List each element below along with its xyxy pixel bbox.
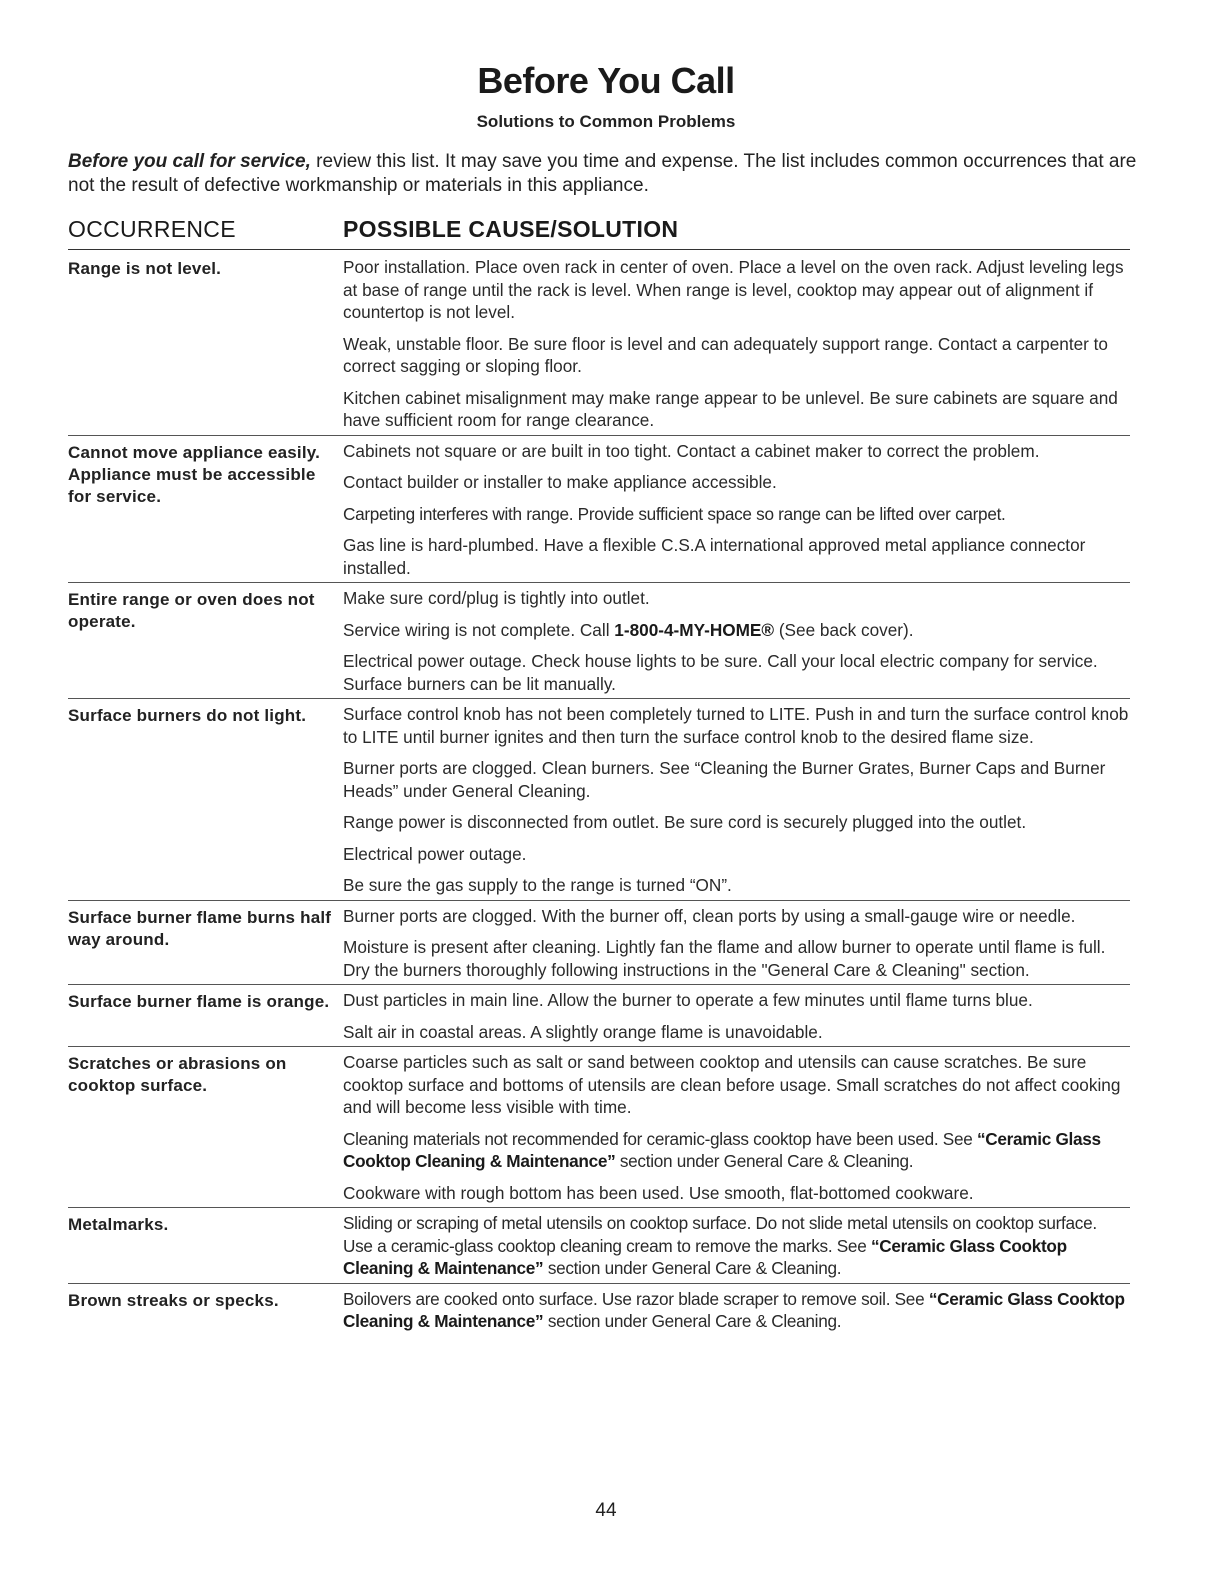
solution-text: Burner ports are clogged. With the burner off, clean ports by using a small-gauge wire or needle. (343, 905, 1076, 926)
intro-text: review this list. It may save you time and expense. The list includes common occurrences that are not the result of defective workmanship or materials in this appliance. (68, 151, 1137, 196)
solution-cell (343, 587, 1130, 697)
solution-cell (343, 905, 1130, 984)
solution-text: Poor installation. Place oven rack in center of oven. Place a level on the oven rack. Adjust leveling legs at base of range until the rack is level. When range is level, cooktop may appear out of alignment if countertop is not level. (343, 257, 1124, 322)
solution-text (343, 1288, 1130, 1333)
intro-lead: Before you call for service, (68, 151, 311, 172)
solution-cell (343, 1051, 1130, 1206)
occurrence-cell: Surface burner flame is orange. (68, 992, 330, 1011)
cause-column-header: POSSIBLE CAUSE/SOLUTION (343, 216, 679, 242)
solution-text-bold: 1-800-4-MY-HOME® (614, 619, 775, 640)
table-row (68, 583, 1130, 699)
solution-text: Weak, unstable floor. Be sure floor is level and can adequately support range. Contact a carpenter to correct sagging or sloping floor. (343, 333, 1108, 376)
solution-text-pre: Sliding or scraping of metal utensils on cooktop surface. Do not slide metal utensils on cooktop surface. Use a ceramic-glass cooktop cleaning cream to remove the marks. See (343, 1213, 1097, 1256)
solution-text-bold: “Ceramic Glass Cooktop Cleaning & Maintenance” (343, 1235, 1067, 1278)
solution-cell (343, 256, 1130, 434)
troubleshooting-table (68, 252, 1130, 1336)
page-subtitle: Solutions to Common Problems (476, 112, 736, 131)
solution-text: Electrical power outage. (343, 843, 527, 864)
solution-text-post: (See back cover). (774, 619, 914, 640)
solution-cell (343, 703, 1130, 899)
table-row (68, 1047, 1130, 1208)
solution-cell (343, 989, 1130, 1045)
solution-text: Gas line is hard-plumbed. Have a flexible C.S.A international approved metal appliance connector installed. (343, 535, 1086, 578)
solution-text-pre: Service wiring is not complete. Call (343, 619, 615, 640)
solution-text: Contact builder or installer to make appliance accessible. (343, 472, 777, 492)
solution-cell (343, 1288, 1130, 1335)
solution-text: Kitchen cabinet misalignment may make range appear to be unlevel. Be sure cabinets are square and have sufficient room for range clearance. (343, 387, 1118, 430)
solution-text: Cabinets not square or are built in too tight. Contact a cabinet maker to correct the problem. (343, 440, 1040, 461)
solution-text: Electrical power outage. Check house lights to be sure. Call your local electric company for service. Surface burners can be lit manually. (343, 651, 1098, 694)
table-row (68, 436, 1130, 584)
solution-text-post: section under General Care & Cleaning. (615, 1151, 914, 1171)
solution-text: Coarse particles such as salt or sand between cooktop and utensils can cause scratches. Be sure cooktop surface and bottoms of utensils are clean before usage. Small scratches do not affect cooking and will become less visible with time. (343, 1052, 1121, 1117)
solution-text (343, 619, 1130, 642)
solution-text-bold: “Ceramic Glass Cooktop Cleaning & Maintenance” (343, 1288, 1125, 1331)
solution-text: Carpeting interferes with range. Provide sufficient space so range can be lifted over carpet. (343, 503, 1006, 524)
intro-paragraph (68, 150, 1140, 198)
occurrence-cell: Range is not level. (68, 259, 222, 278)
solution-cell (343, 1212, 1130, 1282)
solution-text: Dust particles in main line. Allow the burner to operate a few minutes until flame turns blue. (343, 990, 1033, 1010)
table-row (68, 252, 1130, 436)
solution-text: Moisture is present after cleaning. Lightly fan the flame and allow burner to operate until flame is full. Dry the burners thoroughly following instructions in the "General Care & Cleaning" section. (343, 937, 1106, 980)
solution-text: Be sure the gas supply to the range is turned “ON”. (343, 875, 732, 895)
solution-text: Surface control knob has not been completely turned to LITE. Push in and turn the surface control knob to LITE until burner ignites and then turn the surface control knob to the desired flame size. (343, 704, 1129, 747)
table-row (68, 1284, 1130, 1336)
occurrence-cell: Brown streaks or specks. (68, 1290, 279, 1310)
solution-text-pre: Boilovers are cooked onto surface. Use razor blade scraper to remove soil. See (343, 1288, 929, 1309)
occurrence-cell: Scratches or abrasions on cooktop surface. (68, 1054, 287, 1095)
solution-text-pre: Cleaning materials not recommended for ceramic-glass cooktop have been used. See (343, 1128, 977, 1149)
occurrence-cell: Entire range or oven does not operate. (68, 590, 315, 631)
table-row (68, 901, 1130, 986)
solution-text: Burner ports are clogged. Clean burners. See “Cleaning the Burner Grates, Burner Caps and Burner Heads” under General Cleaning. (343, 758, 1106, 801)
solution-text-post: section under General Care & Cleaning. (543, 1258, 842, 1278)
table-row (68, 1208, 1130, 1284)
occurrence-cell: Cannot move appliance easily. Appliance must be accessible for service. (68, 442, 321, 506)
solution-text: Cookware with rough bottom has been used. Use smooth, flat-bottomed cookware. (343, 1182, 974, 1203)
solution-text: Salt air in coastal areas. A slightly orange flame is unavoidable. (343, 1021, 823, 1042)
solution-text (343, 1212, 1130, 1280)
occurrence-cell: Metalmarks. (68, 1215, 169, 1234)
table-row (68, 985, 1130, 1047)
solution-text (343, 1128, 1130, 1173)
solution-text-post: section under General Care & Cleaning. (543, 1311, 842, 1331)
page-title: Before You Call (477, 60, 735, 101)
table-row (68, 699, 1130, 901)
solution-text: Range power is disconnected from outlet. Be sure cord is securely plugged into the outlet. (343, 812, 1027, 832)
occurrence-column-header: OCCURRENCE (68, 216, 236, 242)
page-number: 44 (595, 1500, 617, 1521)
occurrence-cell: Surface burner flame burns half way around. (68, 907, 332, 949)
occurrence-cell: Surface burners do not light. (68, 706, 307, 725)
header-divider (68, 249, 1130, 250)
solution-text: Make sure cord/plug is tightly into outlet. (343, 588, 650, 608)
solution-cell (343, 440, 1130, 582)
solution-text-bold: “Ceramic Glass Cooktop Cleaning & Maintenance” (343, 1128, 1101, 1171)
